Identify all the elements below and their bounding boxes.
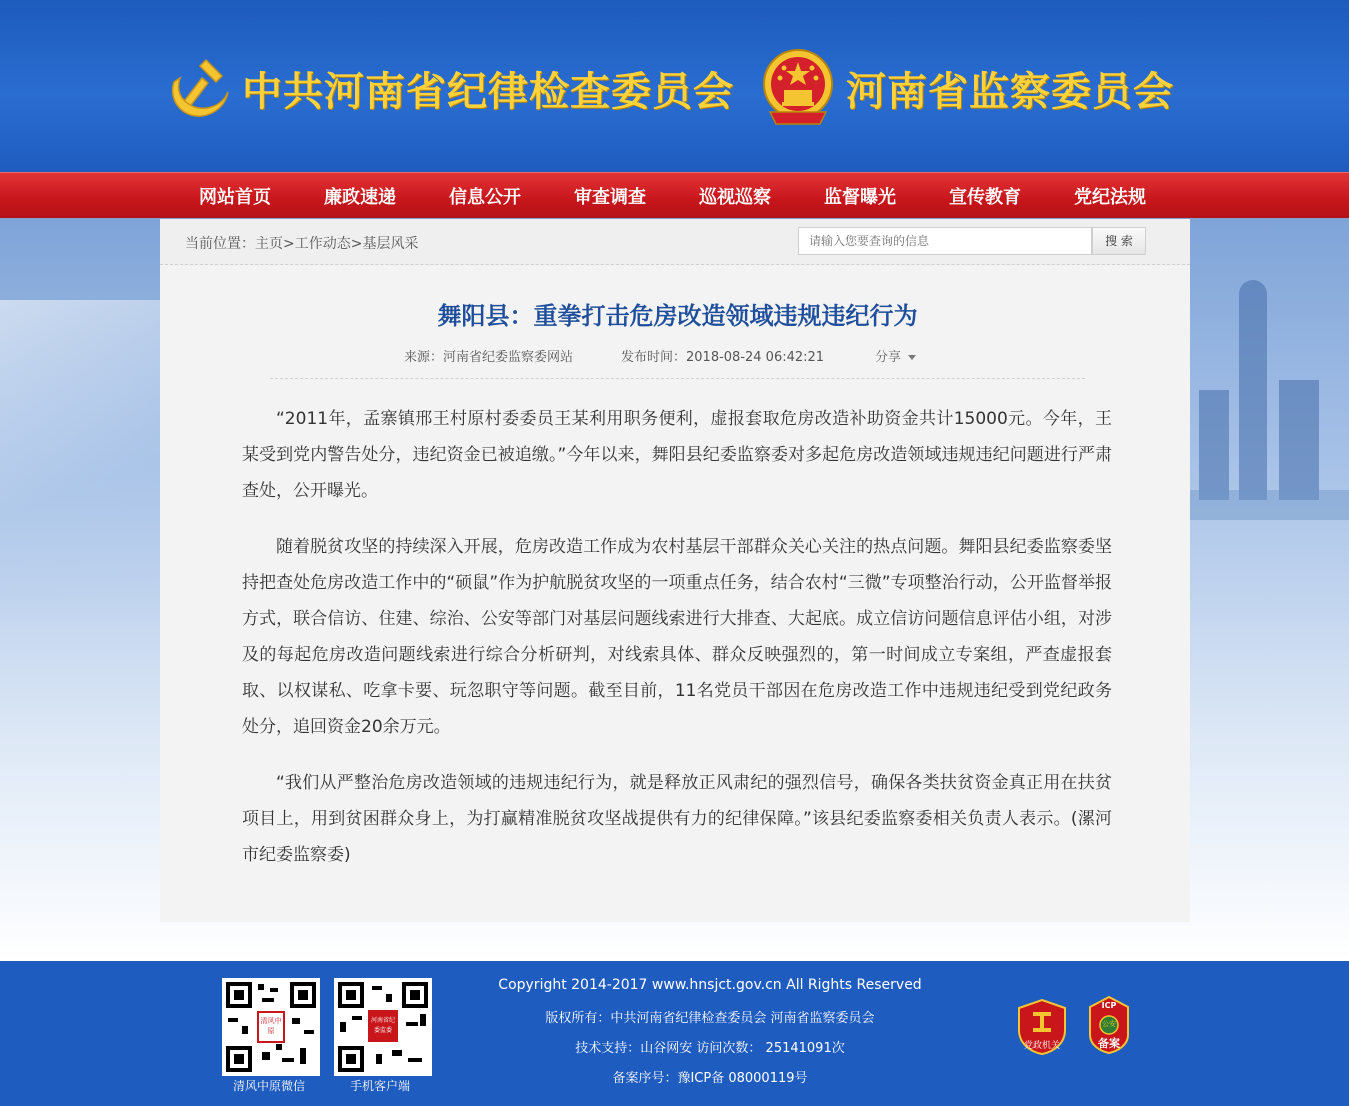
article-source: 来源：河南省纪委监察委网站 (404, 350, 574, 365)
footer-icp[interactable]: 备案序号：豫ICP备 08000119号 (612, 1071, 808, 1086)
nav-item-education[interactable]: 宣传教育 (949, 187, 1021, 208)
nav-item-info[interactable]: 信息公开 (449, 187, 521, 208)
breadcrumb-section[interactable]: 工作动态 (294, 236, 351, 252)
background-city-right (1179, 240, 1349, 600)
site-header (0, 0, 1349, 172)
article-paragraph: “2011年，孟寨镇邢王村原村委委员王某利用职务便利，虚报套取危房改造补助资金共计15000元。今年，王某受到党内警告处分，违纪资金已被追缴。”今年以来，舞阳县纪委监察委对多起危房改造领域违规违纪问题进行严肃查处，公开曝光。 (242, 409, 1112, 501)
chevron-down-icon (908, 355, 916, 360)
mobile-qr-code (334, 978, 432, 1076)
header-title-supervision: 河南省监察委员会 (846, 69, 1174, 115)
article-paragraph: 随着脱贫攻坚的持续深入开展，危房改造工作成为农村基层干部群众关心关注的热点问题。舞阳县纪委监察委坚持把查处危房改造工作中的“硕鼠”作为护航脱贫攻坚的一项重点任务，结合农村“三微”专项整治行动，公开监督举报方式，联合信访、住建、综治、公安等部门对基层问题线索进行大排查、大起底。成立信访问题信息评估小组，对涉及的每起危房改造问题线索进行综合分析研判，对线索具体、群众反映强烈的，第一时间成立专案组，严查虚报套取、以权谋私、吃拿卡要、玩忽职守等问题。截至目前，11名党员干部因在危房改造工作中违规违纪受到党纪政务处分，追回资金20余万元。 (242, 537, 1112, 737)
party-government-badge[interactable] (1015, 998, 1069, 1060)
breadcrumb-separator: > (350, 236, 363, 252)
main-content (160, 219, 1190, 922)
article-published-time: 发布时间：2018-08-24 06:42:21 (621, 350, 825, 365)
breadcrumb-sub[interactable]: 基层风采 (362, 236, 419, 252)
wechat-qr-label: 清风中原微信 (233, 1079, 306, 1093)
footer-copyright: Copyright 2014-2017 www.hnsjct.gov.cn All Rights Reserved (498, 977, 922, 993)
breadcrumb-home[interactable]: 主页 (255, 236, 283, 252)
nav-item-inspection[interactable]: 巡视巡察 (699, 187, 771, 208)
qr-center-logo: 河南省纪委监委 (370, 1017, 395, 1034)
share-label: 分享 (875, 350, 902, 365)
mobile-qr-label: 手机客户端 (350, 1079, 411, 1093)
footer-support: 技术支持：山谷网安 访问次数： 25141091次 (575, 1041, 845, 1056)
national-emblem-icon (760, 46, 836, 128)
search-button[interactable]: 搜 索 (1092, 227, 1146, 255)
search-input[interactable] (798, 227, 1092, 255)
meta-divider (270, 378, 1085, 379)
breadcrumb (185, 233, 418, 253)
party-emblem-icon (162, 52, 234, 122)
icp-badge-mid: 公安 (1102, 1020, 1116, 1028)
breadcrumb-label: 当前位置： (185, 236, 255, 252)
nav-item-exposure[interactable]: 监督曝光 (824, 187, 896, 208)
header-title-commission: 中共河南省纪律检查委员会 (242, 69, 734, 115)
footer-owner: 版权所有：中共河南省纪律检查委员会 河南省监察委员会 (545, 1011, 875, 1026)
breadcrumb-separator: > (283, 236, 295, 252)
wechat-qr-code (222, 978, 320, 1076)
nav-item-regulations[interactable]: 党纪法规 (1074, 187, 1146, 208)
qr-center-logo: 清风中原 (260, 1017, 282, 1035)
nav-item-investigation[interactable]: 审查调查 (574, 187, 646, 208)
background-city-left (0, 300, 170, 600)
share-dropdown[interactable] (875, 346, 916, 365)
icp-police-badge[interactable] (1088, 995, 1130, 1059)
site-footer (0, 961, 1349, 1106)
party-government-label: 党政机关 (1023, 1041, 1060, 1051)
nav-item-news[interactable]: 廉政速递 (324, 187, 396, 208)
icp-badge-top: ICP (1101, 1001, 1117, 1010)
nav-item-home[interactable]: 网站首页 (199, 187, 271, 208)
article-paragraph: “我们从严整治危房改造领域的违规违纪行为，就是释放正风肃纪的强烈信号，确保各类扶贫资金真正用在扶贫项目上，用到贫困群众身上，为打赢精准脱贫攻坚战提供有力的纪律保障。”该县纪委监察委相关负责人表示。(漯河市纪委监察委) (242, 773, 1112, 865)
article-title: 舞阳县：重拳打击危房改造领域违规违纪行为 (437, 302, 918, 330)
icp-badge-label: 备案 (1098, 1037, 1120, 1050)
article (175, 266, 1180, 922)
breadcrumb-bar (160, 219, 1190, 265)
main-nav (0, 172, 1349, 218)
